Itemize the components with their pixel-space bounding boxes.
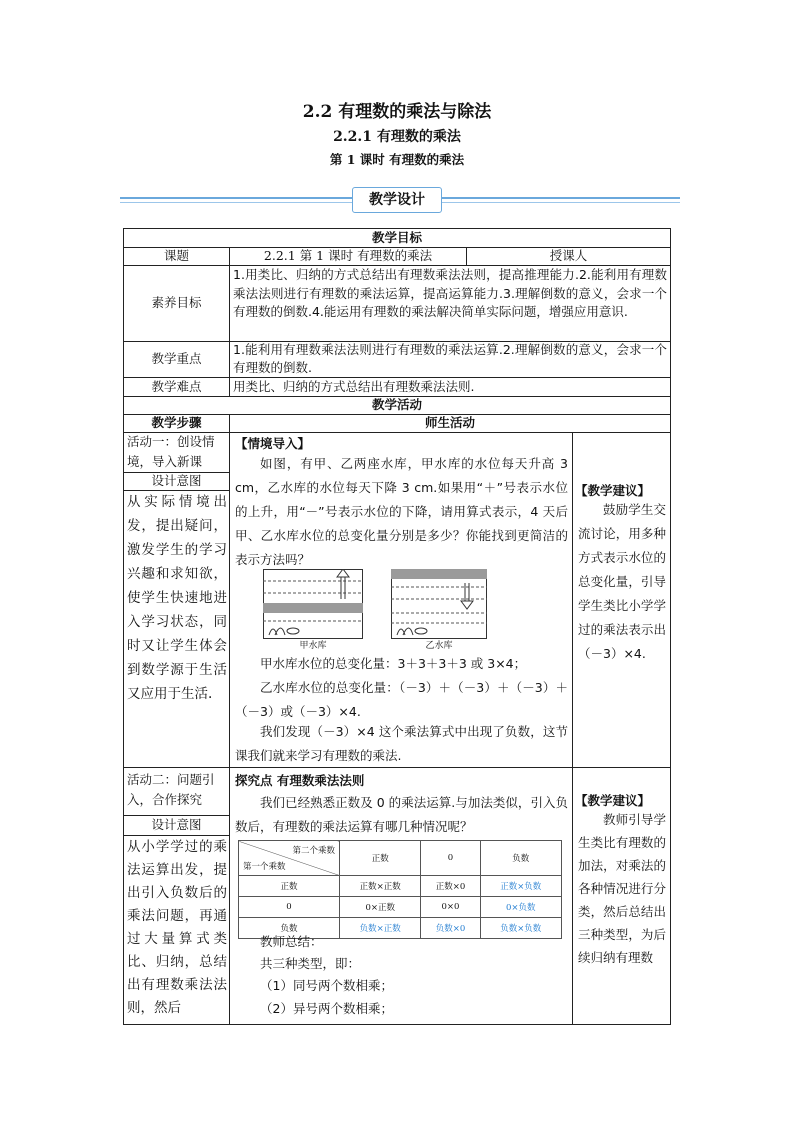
reservoir-b-label: 乙水库 bbox=[425, 641, 453, 651]
table-cell: 0×正数 bbox=[340, 897, 421, 918]
activity1-suggest-label: 【教学建议】 bbox=[575, 483, 651, 498]
row-label: 0 bbox=[239, 897, 340, 918]
table-cell: 负数×正数 bbox=[340, 918, 421, 939]
table-cell: 负数×负数 bbox=[480, 918, 561, 939]
steps-label: 教学步骤 bbox=[151, 415, 202, 430]
activity2-suggest-label: 【教学建议】 bbox=[575, 793, 651, 808]
col-header: 正数 bbox=[340, 841, 421, 876]
topic-value: 2.2.1 第 1 课时 有理数的乘法 bbox=[263, 248, 433, 263]
difficult-text: 用类比、归纳的方式总结出有理数乘法法则. bbox=[233, 379, 475, 394]
activity2-intent-label: 设计意图 bbox=[151, 817, 202, 832]
teacher-label: 授课人 bbox=[549, 248, 588, 263]
row-label: 负数 bbox=[239, 918, 340, 939]
main-title: 2.2 有理数的乘法与除法 bbox=[302, 102, 492, 122]
topic-label: 课题 bbox=[163, 248, 189, 263]
table-cell: 负数×0 bbox=[421, 918, 480, 939]
activity2-name: 活动二：问题引入，合作探究 bbox=[127, 772, 215, 807]
summary-line: 共三种类型，即： bbox=[260, 956, 361, 971]
col-header: 负数 bbox=[480, 841, 561, 876]
reservoir-a-label: 甲水库 bbox=[299, 641, 327, 651]
goals-header: 教学目标 bbox=[371, 230, 422, 245]
activity2-suggest-text: 教师引导学生类比有理数的加法，对乘法的各种情况进行分类，然后总结出三种类型，为后续归纳有理数 bbox=[578, 812, 666, 965]
summary-label: 教师总结： bbox=[260, 934, 323, 949]
activity2-intent-text: 从小学学过的乘法运算出发，提出引入负数后的乘法问题，再通过大量算式类比、归纳，总结出有理数乘法法则，然后 bbox=[127, 839, 227, 1016]
banner-label: 教学设计 bbox=[352, 187, 442, 213]
key-text: 1.能利用有理数乘法法则进行有理数的乘法运算.2.理解倒数的意义，会求一个有理数的倒数. bbox=[233, 342, 667, 375]
activities-header: 教学活动 bbox=[371, 397, 422, 412]
table-cell: 0×0 bbox=[421, 897, 480, 918]
lesson-title: 第 1 课时 有理数的乘法 bbox=[329, 152, 465, 167]
activity1-suggest-text: 鼓励学生交流讨论，用多种方式表示水位的总变化量，引导学生类比小学学过的乘法表示出（－3）×4. bbox=[578, 502, 666, 661]
literacy-text: 1.用类比、归纳的方式总结出有理数乘法法则，提高推理能力.2.能利用有理数乘法法则进行有理数的乘法运算，提高运算能力.3.理解倒数的意义，会求一个有理数的倒数.4.能运用有理数的乘法解决简单实际问题，增强应用意识. bbox=[233, 267, 667, 319]
reservoir-b-total: 乙水库水位的总变化量：（－3）＋（－3）＋（－3）＋（－3）或（－3）×4. bbox=[235, 680, 568, 719]
activity1-heading: 【情境导入】 bbox=[235, 436, 311, 451]
difficult-label: 教学难点 bbox=[151, 379, 202, 394]
corner-bottom: 第一个乘数 bbox=[243, 862, 286, 872]
corner-top: 第二个乘数 bbox=[292, 846, 335, 856]
key-label: 教学重点 bbox=[151, 351, 202, 366]
activity1-name: 活动一：创设情境，导入新课 bbox=[127, 434, 215, 469]
activity1-paragraph: 如图，有甲、乙两座水库，甲水库的水位每天升高 3 cm，乙水库的水位每天下降 3 cm.如果用“＋”号表示水位的上升，用“－”号表示水位的下降，请用算式表示，4 天后甲、乙水库水位的总变化量分别是多少？你能找到更简洁的表示方法吗？ bbox=[235, 456, 568, 567]
multiplication-cases-table bbox=[238, 840, 562, 939]
activity1-conclusion: 我们发现（－3）×4 这个乘法算式中出现了负数，这节课我们就来学习有理数的乘法. bbox=[235, 724, 568, 763]
activity2-paragraph: 我们已经熟悉正数及 0 的乘法运算.与加法类似，引入负数后，有理数的乘法运算有哪几种情况呢？ bbox=[235, 795, 568, 834]
literacy-label: 素养目标 bbox=[151, 295, 202, 310]
row-label: 正数 bbox=[239, 876, 340, 897]
corner-cell bbox=[239, 841, 340, 876]
summary-item-2: （2）异号两个数相乘； bbox=[260, 1001, 393, 1016]
teacher-student-label: 师生活动 bbox=[424, 415, 475, 430]
reservoir-a-figure bbox=[263, 569, 363, 639]
table-row bbox=[239, 897, 562, 918]
section-title: 2.2.1 有理数的乘法 bbox=[333, 129, 461, 145]
table-row bbox=[239, 876, 562, 897]
activity1-intent-text: 从实际情境出发，提出疑问，激发学生的学习兴趣和求知欲，使学生快速地进入学习状态，同时又让学生体会到数学源于生活又应用于生活. bbox=[127, 494, 227, 702]
table-cell: 正数×负数 bbox=[480, 876, 561, 897]
activity1-intent-label: 设计意图 bbox=[151, 473, 202, 488]
summary-item-1: （1）同号两个数相乘； bbox=[260, 978, 393, 993]
reservoir-b-figure bbox=[391, 569, 487, 639]
col-header: 0 bbox=[421, 841, 480, 876]
table-cell: 0×负数 bbox=[480, 897, 561, 918]
activity2-heading: 探究点 有理数乘法法则 bbox=[235, 773, 365, 788]
table-cell: 正数×正数 bbox=[340, 876, 421, 897]
reservoir-a-total: 甲水库水位的总变化量：3＋3＋3＋3 或 3×4； bbox=[260, 656, 527, 671]
table-cell: 正数×0 bbox=[421, 876, 480, 897]
